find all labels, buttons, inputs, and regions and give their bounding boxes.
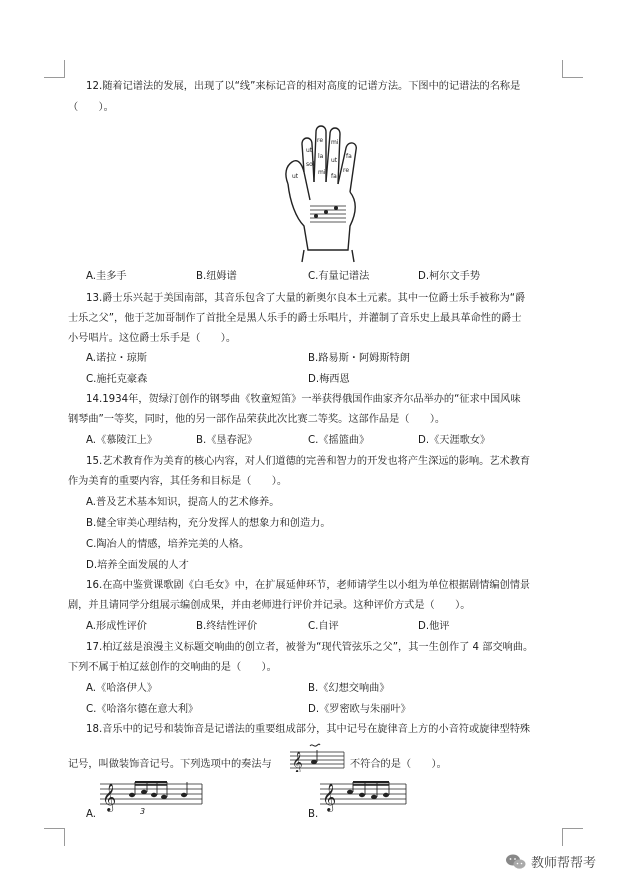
svg-text:ut: ut	[331, 157, 338, 164]
q16-option-b[interactable]: B.终结性评价	[196, 621, 258, 632]
q13-option-d[interactable]: D.梅西恩	[308, 374, 350, 385]
q14-option-c[interactable]: C.《摇篮曲》	[308, 435, 370, 446]
q16-line2: 剧，并且请同学分组展示编创成果，并由老师进行评价并记录。这种评价方式是（ ）。	[68, 600, 471, 611]
q13-option-c[interactable]: C.施托克豪森	[86, 374, 148, 385]
q18-turn-ornament-notation	[288, 742, 346, 772]
q12-option-d[interactable]: D.柯尔文手势	[418, 271, 481, 282]
q18-line2-end: 不符合的是（ ）。	[350, 759, 447, 770]
svg-text:ut: ut	[292, 173, 299, 180]
q18-line2-start: 记号，叫做装饰音记号。下列选项中的奏法与	[68, 759, 272, 770]
q18-option-a-notation[interactable]	[98, 774, 206, 818]
svg-text:re: re	[317, 137, 324, 144]
triplet-number: 3	[140, 807, 146, 816]
watermark-text: 教师帮帮考	[531, 856, 597, 871]
svg-text:fa: fa	[346, 153, 352, 160]
q15-line2: 作为美育的重要内容，其任务和目标是（ ）。	[68, 476, 288, 487]
crop-mark-top-right	[562, 60, 583, 78]
q17-option-b[interactable]: B.《幻想交响曲》	[308, 683, 390, 694]
svg-text:𝄞: 𝄞	[322, 783, 337, 811]
crop-mark-bottom-right	[562, 828, 583, 846]
q14-option-a[interactable]: A.《慕陵江上》	[86, 435, 158, 446]
q17-line2: 下列不属于柏辽兹创作的交响曲的是（ ）。	[68, 662, 277, 673]
svg-text:𝄞: 𝄞	[102, 783, 117, 811]
q16-option-d[interactable]: D.他评	[418, 621, 450, 632]
wechat-logo-icon	[505, 853, 527, 871]
q16-option-c[interactable]: C.自评	[308, 621, 339, 632]
svg-text:re: re	[343, 167, 350, 174]
crop-mark-bottom-left	[44, 828, 65, 846]
q13-line1: 13.爵士乐兴起于美国南部，其音乐包含了大量的新奥尔良本土元素。其中一位爵士乐手被称为“爵	[86, 293, 526, 304]
q14-option-b[interactable]: B.《垦春泥》	[196, 435, 258, 446]
svg-text:sol: sol	[306, 161, 315, 168]
q16-option-a[interactable]: A.形成性评价	[86, 621, 147, 632]
q13-line2: 士乐之父”，他于芝加哥制作了首批全是黑人乐手的爵士乐唱片，并灌制了音乐史上最具革命性的爵士	[68, 313, 522, 324]
q17-option-c[interactable]: C.《哈洛尔德在意大利》	[86, 704, 199, 715]
q16-line1: 16.在高中鉴赏课歌剧《白毛女》中，在扩展延伸环节，老师请学生以小组为单位根据剧情编创情景	[86, 580, 531, 591]
q12-option-a[interactable]: A.圭多手	[86, 271, 127, 282]
svg-text:la: la	[318, 153, 324, 160]
q18-line1: 18.音乐中的记号和装饰音是记谱法的重要组成部分，其中记号在旋律音上方的小音符或旋律型特殊	[86, 724, 531, 735]
q15-option-d[interactable]: D.培养全面发展的人才	[86, 560, 189, 571]
q15-option-a[interactable]: A.普及艺术基本知识，提高人的艺术修养。	[86, 497, 280, 508]
guidonian-hand-image	[280, 122, 376, 264]
q14-line2: 钢琴曲”一等奖，同时，他的另一部作品荣获此次比赛二等奖。这部作品是（ ）。	[68, 414, 446, 425]
watermark	[505, 852, 596, 871]
q13-option-a[interactable]: A.诺拉・琼斯	[86, 353, 147, 364]
q12-line1: 12.随着记谱法的发展，出现了以“线”来标记音的相对高度的记谱方法。下图中的记谱法的名称是	[86, 81, 521, 92]
q14-line1: 14.1934年，贺绿汀创作的钢琴曲《牧童短笛》一举获得俄国作曲家齐尔品举办的“征求中国风味	[86, 394, 521, 405]
q12-option-b[interactable]: B.纽姆谱	[196, 271, 237, 282]
q18-option-a-label[interactable]: A.	[86, 809, 97, 820]
svg-text:fa: fa	[331, 173, 337, 180]
q17-option-d[interactable]: D.《罗密欧与朱丽叶》	[308, 704, 411, 715]
crop-mark-top-left	[44, 60, 65, 78]
q17-line1: 17.柏辽兹是浪漫主义标题交响曲的创立者，被誉为“现代管弦乐之父”，其一生创作了 4 部交响曲。	[86, 642, 534, 653]
svg-text:mi: mi	[318, 169, 326, 176]
q12-option-c[interactable]: C.有量记谱法	[308, 271, 370, 282]
svg-text:𝄞: 𝄞	[292, 752, 303, 772]
q13-option-b[interactable]: B.路易斯・阿姆斯特朗	[308, 353, 410, 364]
svg-text:ut: ut	[306, 147, 313, 154]
q13-line3: 小号唱片。这位爵士乐手是（ ）。	[68, 333, 237, 344]
q18-option-b-label[interactable]: B.	[308, 809, 319, 820]
q15-option-b[interactable]: B.健全审美心理结构，充分发挥人的想象力和创造力。	[86, 518, 331, 529]
q15-line1: 15.艺术教育作为美育的核心内容，对人们道德的完善和智力的开发也将产生深远的影响。艺术教育	[86, 456, 531, 467]
q15-option-c[interactable]: C.陶冶人的情感，培养完美的人格。	[86, 539, 250, 550]
q17-option-a[interactable]: A.《哈洛伊人》	[86, 683, 158, 694]
q18-option-b-notation[interactable]	[318, 774, 410, 818]
q14-option-d[interactable]: D.《天涯歌女》	[418, 435, 491, 446]
svg-text:mi: mi	[331, 139, 339, 146]
q12-line2: （ ）。	[68, 102, 114, 113]
